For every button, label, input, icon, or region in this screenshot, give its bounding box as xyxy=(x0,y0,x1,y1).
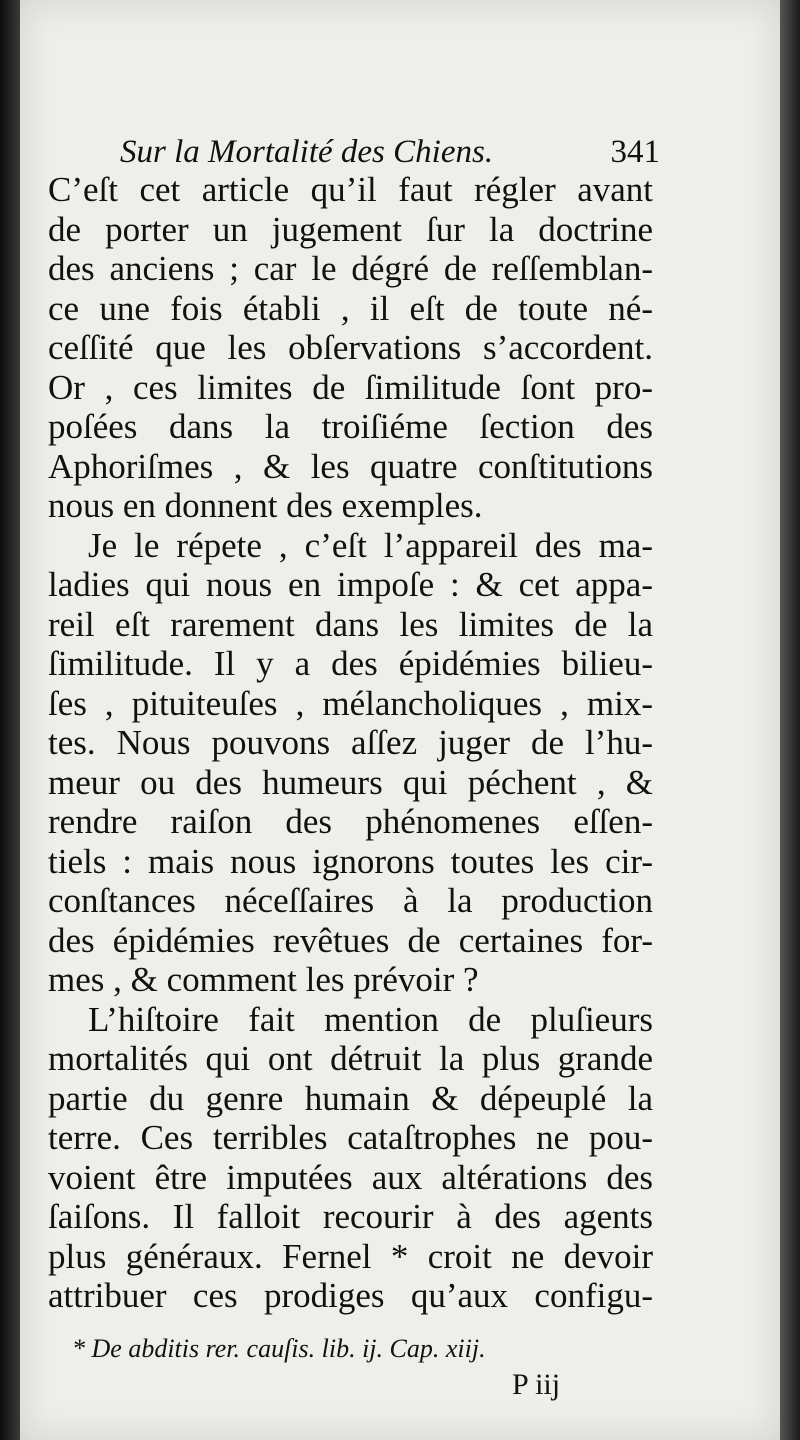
text-line: plus généraux. Fernel * croit ne devoir xyxy=(48,1236,653,1276)
text-line: ſimilitude. Il y a des épidémies bilieu- xyxy=(48,644,653,683)
text-line: partie du genre humain & dépeuplé la xyxy=(48,1078,653,1118)
text-line: des anciens ; car le dégré de reſſemblan- xyxy=(48,249,653,288)
text-line: Je le répete , c’eſt l’appareil des ma- xyxy=(88,525,653,565)
text-line: reil eſt rarement dans les limites de la xyxy=(48,604,653,644)
text-line: Aphoriſmes , & les quatre conſtitutions xyxy=(48,446,653,486)
text-line: terre. Ces terribles cataſtrophes ne pou- xyxy=(48,1118,653,1157)
running-title: Sur la Mortalité des Chiens. xyxy=(120,134,494,170)
paragraph-3 xyxy=(48,1000,653,1316)
text-line: C’eſt cet article qu’il faut régler avant xyxy=(48,170,653,209)
text-line: ceſſité que les obſervations s’accordent. xyxy=(48,328,653,367)
text-line: Or , ces limites de ſimilitude ſont pro- xyxy=(48,367,653,407)
paragraph-2 xyxy=(48,526,653,1000)
text-line: de porter un jugement ſur la doctrine xyxy=(48,209,653,249)
text-line: ſes , pituiteuſes , mélancholiques , mix- xyxy=(48,683,653,723)
signature-mark: P iij xyxy=(512,1368,561,1401)
text-line: meur ou des humeurs qui péchent , & xyxy=(48,762,653,802)
text-line: des épidémies revêtues de certaines for- xyxy=(48,920,653,960)
text-line: mes , & comment les prévoir ? xyxy=(48,960,479,999)
text-line: conſtances néceſſaires à la production xyxy=(48,881,653,920)
text-line: nous en donnent des exemples. xyxy=(48,486,483,525)
text-line: poſées dans la troiſiéme ſection des xyxy=(48,407,653,446)
body-text xyxy=(48,170,653,1316)
page-number: 341 xyxy=(610,134,660,170)
text-line: tiels : mais nous ignorons toutes les cir- xyxy=(48,841,653,881)
paragraph-1 xyxy=(48,170,653,526)
footnote: * De abditis rer. cauſis. lib. ij. Cap. xiij. xyxy=(72,1334,486,1363)
text-line: voient être imputées aux altérations des xyxy=(48,1157,653,1197)
text-line: mortalités qui ont détruit la plus grande xyxy=(48,1039,653,1078)
text-line: tes. Nous pouvons aſſez juger de l’hu- xyxy=(48,723,653,762)
text-line: ladies qui nous en impoſe : & cet appa- xyxy=(48,565,653,604)
text-line: L’hiſtoire fait mention de pluſieurs xyxy=(88,999,653,1039)
text-line: ce une fois établi , il eſt de toute né- xyxy=(48,288,653,328)
text-line: attribuer ces prodiges qu’aux configu- xyxy=(48,1276,653,1315)
text-line: ſaiſons. Il falloit recourir à des agents xyxy=(48,1197,653,1236)
text-line: rendre raiſon des phénomenes eſſen- xyxy=(48,802,653,841)
book-edge-left xyxy=(0,0,20,1440)
book-edge-right xyxy=(780,0,800,1440)
